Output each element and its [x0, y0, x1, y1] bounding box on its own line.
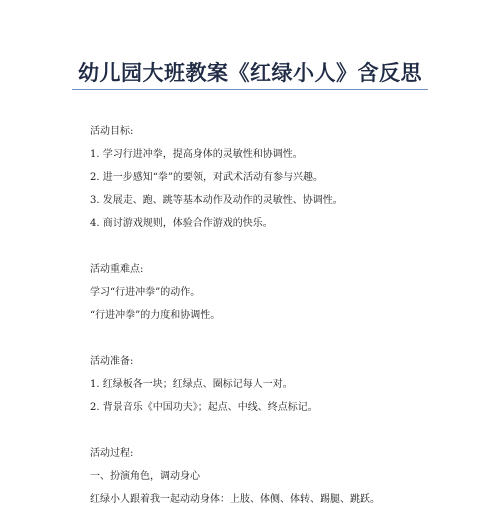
key-point-item: 学习“行进冲拳”的动作。 — [90, 287, 201, 298]
preparation-item: 1. 红绿板各一块；红绿点、圈标记每人一对。 — [90, 379, 293, 390]
process-item: 红绿小人跟着我一起动动身体：上肢、体侧、体转、踢腿、跳跃。 — [90, 494, 380, 505]
document-title: 幼儿园大班教案《红绿小人》含反思 — [78, 61, 422, 85]
goal-item: 3. 发展走、跑、跳等基本动作及动作的灵敏性、协调性。 — [90, 195, 343, 206]
section-heading-preparation: 活动准备: — [90, 356, 134, 367]
section-heading-key-points: 活动重难点: — [90, 264, 144, 275]
preparation-item: 2. 背景音乐《中国功夫》；起点、中线、终点标记。 — [90, 402, 318, 413]
goal-item: 2. 进一步感知“拳”的要领，对武术活动有参与兴趣。 — [90, 172, 323, 183]
section-spacer — [90, 235, 420, 258]
key-point-item: “行进冲拳”的力度和协调性。 — [90, 310, 221, 321]
section-heading-process: 活动过程: — [90, 448, 134, 459]
document-body — [90, 120, 420, 511]
title-divider — [72, 89, 428, 90]
section-spacer — [90, 419, 420, 442]
goal-item: 1. 学习行进冲拳，提高身体的灵敏性和协调性。 — [90, 149, 303, 160]
section-spacer — [90, 327, 420, 350]
process-item: 一、扮演角色，调动身心 — [90, 471, 200, 482]
goal-item: 4. 商讨游戏规则，体验合作游戏的快乐。 — [90, 218, 273, 229]
section-heading-goals: 活动目标: — [90, 126, 134, 137]
